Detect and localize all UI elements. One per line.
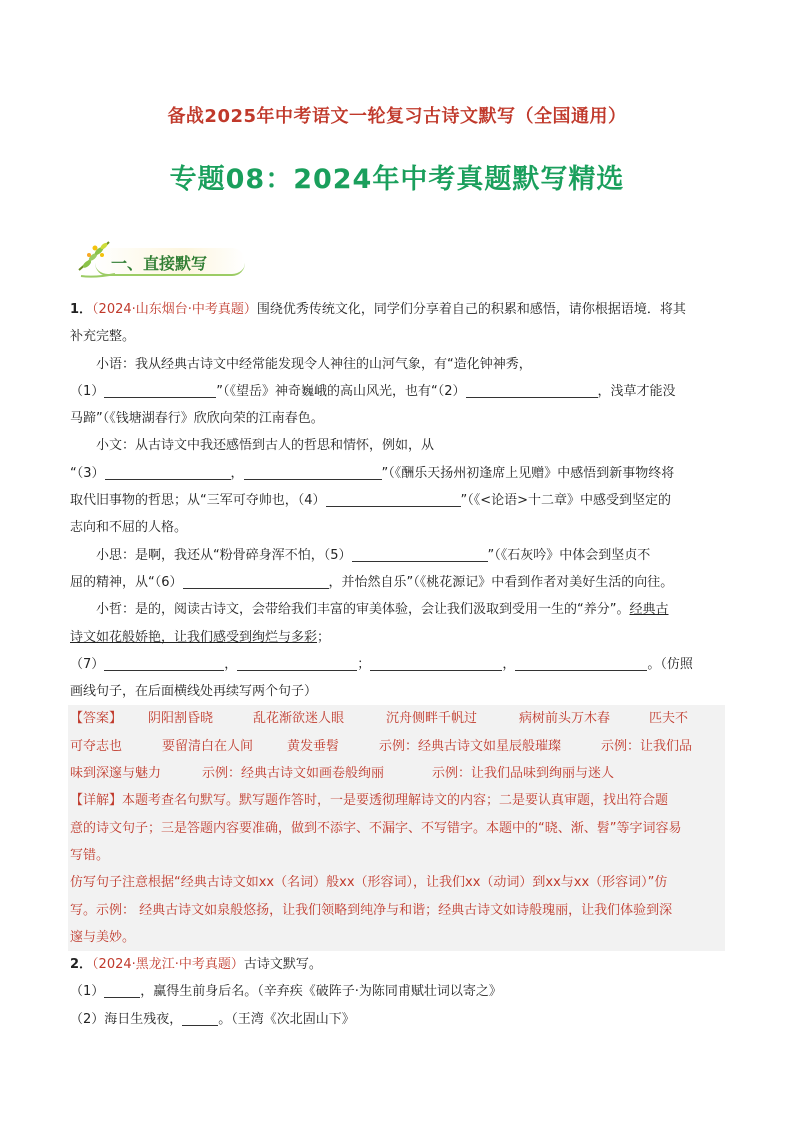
answer-item: 黄发垂髫: [287, 738, 340, 754]
xiaowen-line-1: 小文：从古诗文中我还感悟到古人的哲思和情怀，例如，从: [96, 438, 435, 454]
xiaowen-text-2: 取代旧事物的哲思；从“三军可夺帅也，（4）: [70, 493, 326, 509]
answer-item: 示例：让我们品味到绚丽与迷人: [432, 766, 615, 782]
answer-item: 示例：经典古诗文如星辰般璀璨: [379, 738, 562, 754]
q1-intro-line-2: 补充完整。: [70, 329, 136, 345]
answer-blank-7d[interactable]: [515, 654, 647, 671]
answer-blank-6[interactable]: [183, 572, 329, 589]
answer-blank-3a[interactable]: [105, 463, 231, 480]
answer-blank-2[interactable]: [466, 381, 598, 398]
answer-blank-7a[interactable]: [104, 654, 224, 671]
document-subtitle: 专题08：2024年中考真题默写精选: [169, 164, 625, 195]
xiaowen-line-3: [70, 487, 723, 514]
answer-row-2: [70, 733, 723, 760]
answer-row-3: [70, 760, 723, 787]
answer-item: 乱花渐欲迷人眼: [253, 711, 345, 727]
answer-item: 味到深邃与魅力: [70, 766, 162, 782]
detail-row-1: [70, 787, 723, 814]
xiaowen-line-2: [70, 460, 723, 487]
underlined-model-sentence-2: 诗文如花般娇艳，让我们感受到绚烂与多彩: [70, 629, 318, 645]
q2-item-1-label: （1）: [70, 984, 105, 1000]
comma: ，: [224, 656, 238, 672]
xiaozhe-line-4: 画线句子，在后面横线处再续写两个句子）: [70, 684, 318, 700]
q2-number: 2．: [70, 957, 93, 973]
answer-item: 阴阳割昏晓: [148, 711, 214, 727]
answer-blank-4[interactable]: [326, 490, 461, 507]
detail-row-4: 仿写句子注意根据“经典古诗文如xx（名词）般xx（形容词），让我们xx（动词）到xx与xx（形容词）”仿: [70, 875, 668, 891]
answer-row-1: [70, 705, 723, 732]
xiaoyu-line-1: 小语：我从经典古诗文中经常能发现令人神往的山河气象，有“造化钟神秀，: [96, 356, 532, 372]
q2-answer-blank-1[interactable]: [104, 981, 140, 998]
xiaosi-text-3: 屈的精神，从“（6）: [70, 574, 183, 590]
comma: ，: [502, 656, 516, 672]
answer-item: 示例：让我们品: [601, 738, 693, 754]
underlined-model-sentence: 经典古: [629, 602, 669, 618]
answer-blank-7b[interactable]: [237, 654, 357, 671]
xiaoyu-text: ”（《望岳》神奇巍峨的高山风光，也有“（2）: [216, 383, 466, 399]
q1-intro-line: [70, 296, 723, 323]
q2-item-1-text: ，赢得生前身后名。（辛弃疾《破阵子·为陈同甫赋壮词以寄之》: [140, 984, 502, 1000]
xiaosi-line-1: [70, 542, 723, 569]
question-body: [70, 296, 723, 1033]
answer-section: [68, 705, 725, 951]
q2-item-2-text-2: 。（王湾《次北固山下》: [218, 1011, 355, 1027]
xiaoyu-line-3: 马蹄”（《钱塘湖春行》欣欣向荣的江南春色。: [70, 411, 324, 427]
semicolon: ；: [357, 656, 371, 672]
answer-blank-5[interactable]: [352, 545, 488, 562]
xiaoyu-text-2: ，浅草才能没: [597, 383, 676, 399]
q2-item-1: [70, 978, 723, 1005]
xiaozhe-line-1: [70, 596, 723, 623]
xiaowen-text: ”（《酬乐天扬州初逢席上见赠》中感悟到新事物终将: [381, 465, 675, 481]
q2-intro-text: 古诗文默写。: [243, 957, 322, 973]
comma: ，: [230, 465, 244, 481]
xiaozhe-text: 小哲：是的，阅读古诗文，会带给我们丰富的审美体验，会让我们汲取到受用一生的“养分”。: [96, 602, 630, 618]
q1-source-tag: （2024·山东烟台·中考真题）: [92, 302, 257, 317]
answer-item: 可夺志也: [70, 738, 123, 754]
q2-intro-line: [70, 951, 723, 978]
xiaoyu-line-2: [70, 378, 723, 405]
detail-row-2: 意的诗文句子；三是答题内容要准确，做到不添字、不漏字、不写错字。本题中的“晓、渐、髫”等字词容易: [70, 820, 682, 836]
xiaosi-text-2: ”（《石灰吟》中体会到坚贞不: [487, 547, 651, 563]
blank-label-7: （7）: [70, 656, 105, 672]
document-title: 备战2025年中考语文一轮复习古诗文默写（全国通用）: [167, 106, 627, 127]
answer-item: 沉舟侧畔千帆过: [386, 711, 478, 727]
answer-blank-3b[interactable]: [244, 463, 382, 480]
answer-blank-7c[interactable]: [370, 654, 502, 671]
detail-label: 【详解】: [70, 793, 123, 809]
answer-item: 示例：经典古诗文如画卷般绚丽: [202, 766, 385, 782]
xiaowen-line-4: 志向和不屈的人格。: [70, 520, 188, 536]
detail-row-3: 写错。: [70, 847, 110, 863]
semicolon: ；: [317, 629, 331, 645]
q2-answer-blank-2[interactable]: [182, 1009, 218, 1026]
detail-row-6: 邃与美妙。: [70, 929, 136, 945]
q2-source-tag: （2024·黑龙江·中考真题）: [92, 957, 244, 973]
section-label: 一、直接默写: [111, 254, 208, 273]
q1-number: 1．: [70, 302, 93, 317]
blank-label-3: “（3）: [70, 465, 105, 481]
answer-item: 匹夫不: [649, 711, 689, 727]
detail-text: 本题考查名句默写。默写题作答时，一是要透彻理解诗文的内容；二是要认真审题，找出符合题: [122, 793, 669, 809]
xiaosi-text-4: ，并怡然自乐”（《桃花源记》中看到作者对美好生活的向往。: [328, 574, 674, 590]
detail-row-5: 写。示例： 经典古诗文如泉般悠扬，让我们领略到纯净与和谐；经典古诗文如诗般瑰丽，让我们体验到深: [70, 902, 673, 918]
xiaozhe-line-2: [70, 624, 723, 651]
xiaowen-text-3: ”（《<论语>十二章》中感受到坚定的: [460, 493, 672, 509]
q2-item-2-text: （2）海日生残夜，: [70, 1011, 183, 1027]
xiaosi-text: 小思：是啊，我还从“粉骨碎身浑不怕，（5）: [96, 547, 352, 563]
section-banner: [75, 236, 250, 280]
q2-item-2: [70, 1006, 723, 1033]
q1-intro-text: 围绕优秀传统文化，同学们分享着自己的积累和感悟，请你根据语境．将其: [256, 302, 686, 317]
answer-item: 要留清白在人间: [162, 738, 254, 754]
answer-item: 病树前头万木春: [519, 711, 611, 727]
blank-label-1: （1）: [70, 383, 105, 399]
answer-blank-1[interactable]: [104, 381, 216, 398]
xiaosi-line-2: [70, 569, 723, 596]
xiaozhe-line-3: [70, 651, 723, 678]
xiaozhe-text-2: 。（仿照: [647, 656, 693, 672]
answer-label: 【答案】: [70, 711, 123, 727]
